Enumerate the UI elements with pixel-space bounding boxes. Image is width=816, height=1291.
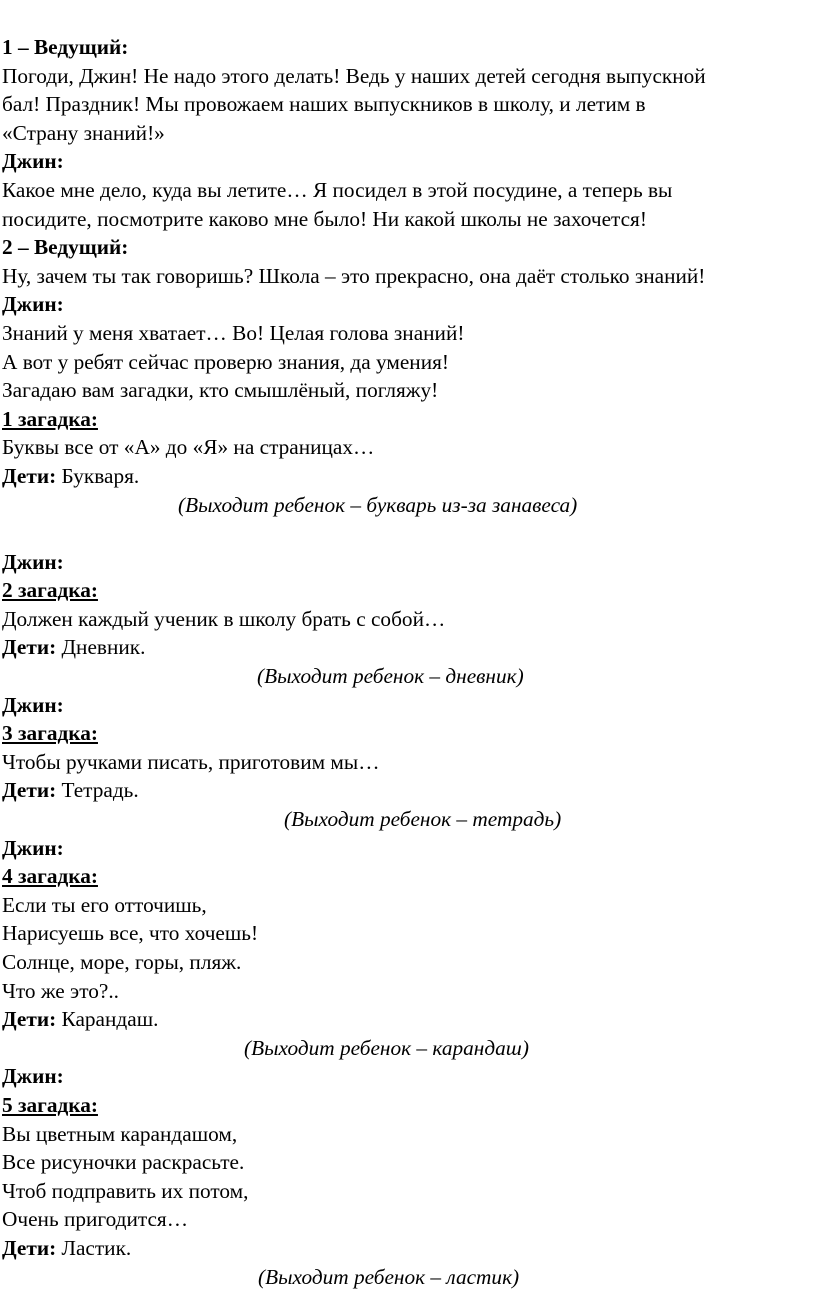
text-line: Солнце, море, горы, пляж. [2,950,242,974]
stage-direction: (Выходит ребенок – карандаш) [244,1035,529,1060]
text-line: Знаний у меня хватает… Во! Целая голова знаний! [2,320,465,345]
speaker-label: 1 – Ведущий: [2,35,129,59]
answer-label: Дети: [2,1007,57,1032]
text-line: Погоди, Джин! Не надо этого делать! Ведь у наших детей сегодня выпускной [2,63,706,88]
speaker-label: 2 – Ведущий: [2,235,129,260]
stage-direction: (Выходит ребенок – тетрадь) [284,807,562,832]
speaker-label: Джин: [2,549,64,574]
stage-direction: (Выходит ребенок – дневник) [257,664,524,689]
text-line: Чтобы ручками писать, приготовим мы… [2,749,380,774]
text-line: Должен каждый ученик в школу брать с собой… [2,606,446,631]
riddle-heading: 1 загадка: [2,406,98,431]
text-line: Все рисуночки раскрасьте. [2,1150,245,1175]
text-line: Если ты его отточишь, [2,892,207,917]
riddle-heading: 5 загадка: [2,1092,98,1117]
text-line: Чтоб подправить их потом, [2,1178,249,1203]
answer-text: Карандаш. [56,1007,159,1032]
blank-line [2,519,816,548]
speaker-label: Джин: [2,835,64,860]
text-line: Вы цветным карандашом, [2,1121,238,1146]
answer-text: Ластик. [56,1235,132,1260]
answer-line [2,633,816,662]
text-line: Какое мне дело, куда вы летите… Я посидел в этой посудине, а теперь вы [2,177,673,202]
text-line: бал! Праздник! Мы провожаем наших выпускников в школу, и летим в [2,92,646,117]
text-line: Нарисуешь все, что хочешь! [2,921,259,946]
text-line: Буквы все от «А» до «Я» на страницах… [2,435,375,460]
speaker-label: Джин: [2,292,64,317]
text-line: посидите, посмотрите каково мне было! Ни какой школы не захочется! [2,206,647,231]
answer-text: Тетрадь. [56,778,139,803]
answer-line [2,1234,816,1263]
speaker-label: Джин: [2,149,64,174]
answer-label: Дети: [2,1235,57,1260]
stage-direction: (Выходит ребенок – ластик) [258,1264,520,1289]
text-line: «Страну знаний!» [2,120,165,145]
speaker-label: Джин: [2,692,64,717]
answer-label: Дети: [2,778,57,803]
answer-text: Дневник. [56,635,146,660]
answer-line [2,776,816,805]
text-line: Что же это?.. [2,978,119,1003]
speaker-label: Джин: [2,1064,64,1089]
answer-text: Букваря. [56,463,140,488]
answer-line [2,1005,816,1034]
stage-direction: (Выходит ребенок – букварь из-за занавеса) [178,492,578,517]
riddle-heading: 4 загадка: [2,864,98,889]
riddle-heading: 2 загадка: [2,578,98,603]
text-line: Очень пригодится… [2,1207,189,1232]
text-line: Загадаю вам загадки, кто смышлёный, погляжу! [2,378,439,403]
text-line: А вот у ребят сейчас проверю знания, да умения! [2,349,449,374]
answer-label: Дети: [2,463,57,488]
answer-line [2,462,816,491]
text-line: Ну, зачем ты так говоришь? Школа – это прекрасно, она даёт столько знаний! [2,263,706,288]
riddle-heading: 3 загадка: [2,721,98,746]
answer-label: Дети: [2,635,57,660]
